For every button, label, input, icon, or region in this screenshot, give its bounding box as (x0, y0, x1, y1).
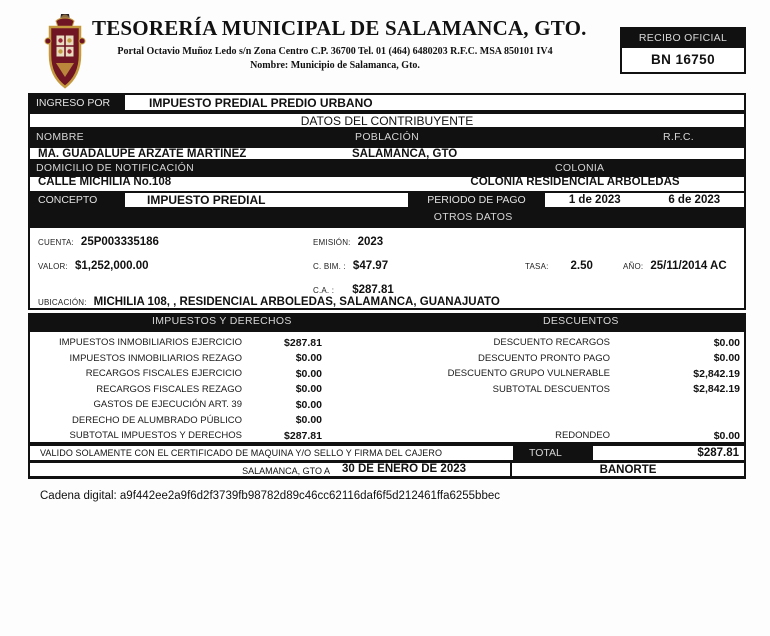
table-row (30, 428, 330, 444)
header-name-line: Nombre: Municipio de Salamanca, Gto. (250, 60, 420, 71)
row-amount: $0.00 (295, 383, 322, 396)
receipt-number: BN 16750 (651, 52, 715, 67)
row-label: DESCUENTO RECARGOS (493, 337, 610, 349)
row-label: IMPUESTOS INMOBILIARIOS EJERCICIO (59, 337, 242, 349)
table-header-bar (28, 313, 746, 330)
anio-label: AÑO: (623, 262, 644, 271)
periodo-pago-values (543, 191, 746, 209)
periodo-inicio: 1 de 2023 (568, 194, 621, 206)
nombre-value: MA. GUADALUPE ARZATE MARTINEZ (38, 148, 247, 160)
table-row (406, 382, 744, 398)
emision-label: EMISIÓN: (313, 238, 351, 247)
receipt-body (28, 93, 746, 479)
table-row (30, 351, 330, 367)
valido-text: VALIDO SOLAMENTE CON EL CERTIFICADO DE MAQUINA Y/O SELLO Y FIRMA DEL CAJERO (28, 444, 515, 462)
total-row (28, 444, 746, 462)
concepto-value: IMPUESTO PREDIAL (123, 191, 410, 209)
descuentos-title: DESCUENTOS (542, 315, 619, 327)
row-amount: $287.81 (284, 336, 322, 349)
domicilio-label: DOMICILIO DE NOTIFICACIÓN (36, 162, 195, 174)
cbim-field (313, 260, 388, 272)
domicilio-values-row (28, 177, 746, 191)
row-label: SUBTOTAL DESCUENTOS (492, 383, 610, 395)
periodo-pago-label: PERIODO DE PAGO (427, 194, 526, 206)
contribuyente-values-row (28, 146, 746, 161)
row-label: DESCUENTO GRUPO VULNERABLE (447, 368, 610, 380)
fecha-cell (30, 463, 512, 476)
domicilio-header-bar (28, 161, 746, 177)
row-label: DERECHO DE ALUMBRADO PÚBLICO (72, 414, 242, 426)
nombre-label: NOMBRE (36, 131, 84, 143)
otros-datos-section (28, 226, 746, 310)
fecha-value: 30 DE ENERO DE 2023 (342, 463, 467, 475)
table-row (30, 413, 330, 429)
row-amount: $0.00 (295, 398, 322, 411)
row-label: SUBTOTAL IMPUESTOS Y DERECHOS (69, 430, 242, 442)
lugar-label: SALAMANCA, GTO A (242, 466, 330, 476)
row-amount: $0.00 (713, 429, 740, 442)
row-amount: $0.00 (713, 336, 740, 349)
table-row (30, 366, 330, 382)
total-label: TOTAL (515, 444, 593, 462)
total-amount: $287.81 (593, 444, 746, 462)
row-label: IMPUESTOS INMOBILIARIOS REZAGO (69, 352, 242, 364)
charges-table (28, 330, 746, 444)
tasa-label: TASA: (525, 262, 549, 271)
tasa-field (525, 260, 593, 272)
descuentos-column (406, 335, 744, 444)
row-amount: $2,842.19 (693, 367, 740, 380)
ubicacion-field (38, 296, 500, 308)
colonia-label: COLONIA (555, 162, 605, 174)
row-label: GASTOS DE EJECUCIÓN ART. 39 (93, 399, 242, 411)
otros-datos-title: OTROS DATOS (433, 211, 513, 223)
header-title-block (92, 16, 587, 71)
ingreso-row (28, 93, 746, 112)
fecha-banco-row (28, 462, 746, 479)
table-row (406, 413, 744, 429)
table-row (406, 428, 744, 444)
periodo-fin: 6 de 2023 (668, 194, 721, 206)
rfc-label: R.F.C. (663, 131, 694, 143)
cbim-value: $47.97 (352, 260, 389, 272)
row-label: REDONDEO (555, 430, 610, 442)
municipal-crest-icon (36, 11, 94, 93)
row-amount: $0.00 (295, 352, 322, 365)
ca-value: $287.81 (352, 284, 394, 296)
row-amount: $0.00 (713, 352, 740, 365)
ingreso-label: INGRESO POR (28, 93, 123, 112)
cadena-digital: Cadena digital: a9f442ee2a9f6d2f3739fb98782d89c46cc62116daf6f5d212461ffa6255bbec (40, 490, 500, 502)
poblacion-label: POBLACIÓN (355, 131, 419, 143)
otros-datos-header-bar (28, 209, 746, 226)
row-amount: $2,842.19 (693, 383, 740, 396)
banco-value: BANORTE (599, 463, 657, 476)
table-row (30, 397, 330, 413)
emision-field (313, 236, 383, 248)
table-row (406, 397, 744, 413)
cuenta-field (38, 236, 159, 248)
concepto-row (28, 191, 746, 209)
cbim-label: C. BIM. : (313, 262, 346, 271)
emision-value: 2023 (357, 236, 384, 248)
table-row (30, 335, 330, 351)
ca-label: C.A. : (313, 286, 335, 295)
cuenta-label: CUENTA: (38, 238, 74, 247)
table-row (406, 366, 744, 382)
valor-label: VALOR: (38, 262, 68, 271)
ubicacion-value: MICHILIA 108, , RESIDENCIAL ARBOLEDAS, SALAMANCA, GUANAJUATO (93, 296, 500, 308)
receipt-number-box (620, 27, 746, 74)
valor-value: $1,252,000.00 (74, 260, 149, 272)
table-row (406, 351, 744, 367)
receipt-label: RECIBO OFICIAL (622, 29, 744, 48)
tasa-value: 2.50 (570, 260, 593, 272)
row-label: RECARGOS FISCALES EJERCICIO (85, 368, 242, 380)
colonia-value: COLONIA RESIDENCIAL ARBOLEDAS (470, 176, 680, 188)
row-label: RECARGOS FISCALES REZAGO (96, 383, 242, 395)
ingreso-value: IMPUESTO PREDIAL PREDIO URBANO (123, 93, 746, 112)
row-amount: $0.00 (295, 367, 322, 380)
table-row (30, 382, 330, 398)
impuestos-column (30, 335, 330, 444)
poblacion-value: SALAMANCA, GTO (352, 148, 458, 160)
concepto-label: CONCEPTO (38, 194, 98, 206)
table-row (406, 335, 744, 351)
ca-field (313, 284, 394, 296)
row-amount: $0.00 (295, 414, 322, 427)
domicilio-value: CALLE MICHILIA No.108 (38, 176, 172, 188)
valor-field (38, 260, 149, 272)
anio-field (623, 260, 727, 272)
header-address: Portal Octavio Muñoz Ledo s/n Zona Centro C.P. 36700 Tel. 01 (464) 6480203 R.F.C. MSA 850101 IV4 (117, 46, 553, 57)
cuenta-value: 25P003335186 (80, 236, 159, 248)
contribuyente-section-title: DATOS DEL CONTRIBUYENTE (28, 112, 746, 129)
page-title: TESORERÍA MUNICIPAL DE SALAMANCA, GTO. (92, 16, 587, 40)
row-label: DESCUENTO PRONTO PAGO (478, 352, 610, 364)
row-amount: $287.81 (284, 429, 322, 442)
impuestos-title: IMPUESTOS Y DERECHOS (152, 315, 292, 327)
anio-value: 25/11/2014 AC (650, 260, 727, 272)
ubicacion-label: UBICACIÓN: (38, 298, 87, 307)
contribuyente-header-bar (28, 129, 746, 146)
